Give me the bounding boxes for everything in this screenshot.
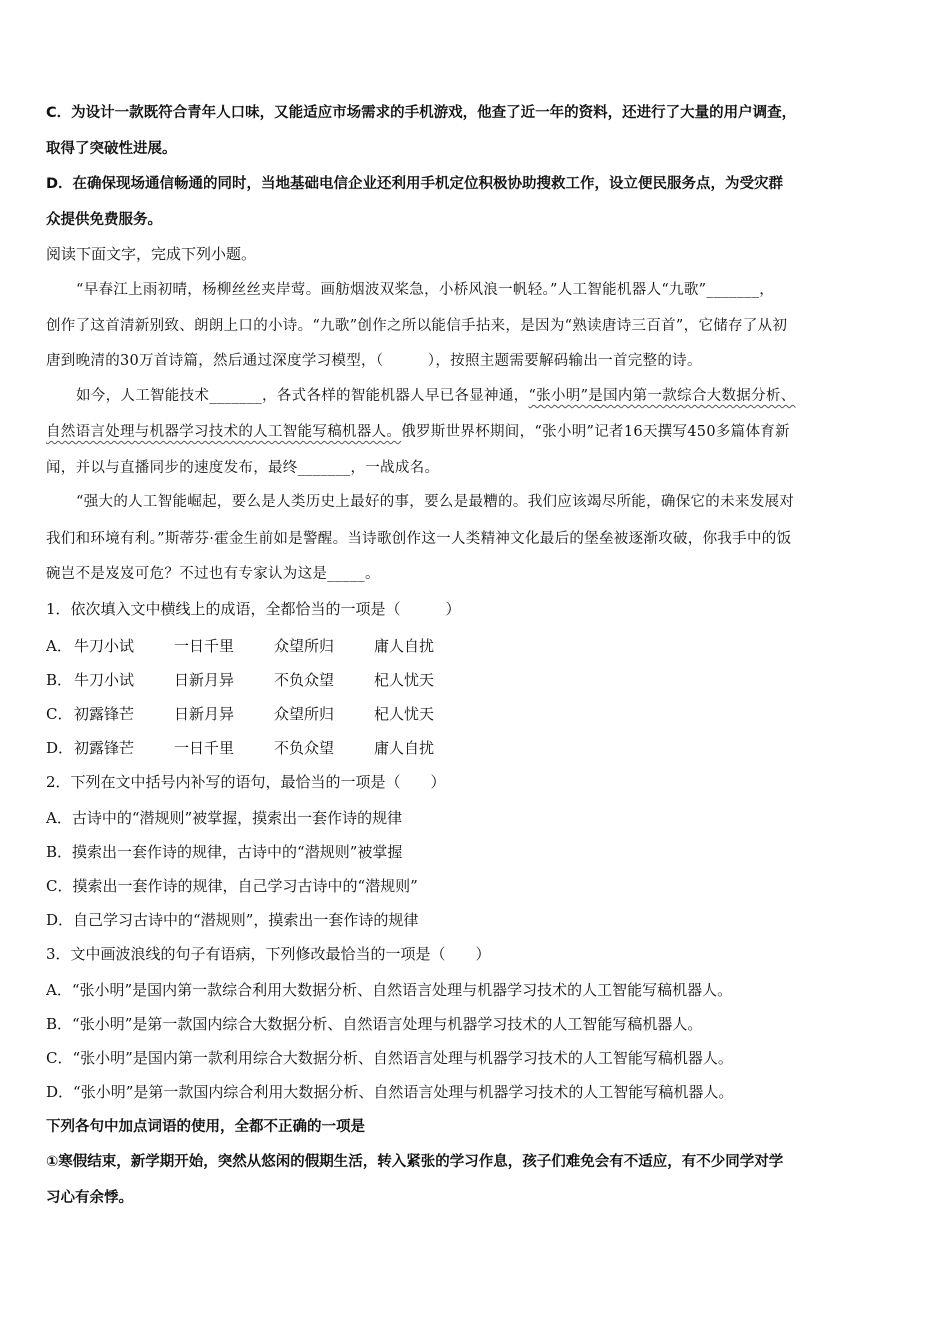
q3-option-c: C．“张小明”是国内第一款利用综合大数据分析、自然语言处理与机器学习技术的人工智能写稿机器人。 [46, 1049, 733, 1067]
option-word: 众望所归 [274, 637, 335, 655]
q3-stem: 3．文中画波浪线的句子有语病，下列修改最恰当的一项是（ ） [46, 945, 491, 963]
passage-p1-line3: 唐到晚清的30万首诗篇，然后通过深度学习模型，（ ），按照主题需要解码输出一首完整的诗。 [46, 353, 702, 369]
option-word: 初露锋芒 [74, 705, 135, 723]
passage-p2-line1 [76, 386, 795, 406]
wavy-sentence-part2: 自然语言处理与机器学习技术的人工智能写稿机器人。 [46, 424, 402, 440]
option-word: 庸人自扰 [374, 739, 435, 757]
option-word: 日新月异 [174, 705, 235, 723]
option-word: 庸人自扰 [374, 637, 435, 655]
passage-p3-line2: 我们和环境有利。”斯蒂芬·霍金生前如是警醒。当诗歌创作这一人类精神文化最后的堡垒被逐渐攻破，你我手中的饭 [46, 531, 792, 547]
q1-option-c [46, 704, 434, 724]
next-question-item1-line1: ①寒假结束，新学期开始，突然从悠闲的假期生活，转入紧张的学习作息，孩子们难免会有不适应，有不少同学对学 [46, 1154, 784, 1170]
wavy-sentence-part1: “张小明”是国内第一款综合大数据分析、 [528, 388, 796, 404]
passage-p2-line3: 闻，并以与直播同步的速度发布，最终_______，一战成名。 [46, 460, 440, 476]
passage-p1-line1: “早春江上雨初晴，杨柳丝丝夹岸莺。画舫烟波双桨急，小桥风浪一帆轻。”人工智能机器人“九歌”_______， [76, 282, 775, 298]
q2-option-d: D．自己学习古诗中的“潜规则”，摸索出一套作诗的规律 [46, 911, 419, 929]
q1-option-a [46, 636, 434, 656]
option-label: C． [46, 705, 73, 723]
q3-option-a: A．“张小明”是国内第一款综合利用大数据分析、自然语言处理与机器学习技术的人工智能写稿机器人。 [46, 981, 733, 999]
option-word: 不负众望 [274, 671, 335, 689]
passage-p1-line2: 创作了这首清新别致、朗朗上口的小诗。“九歌”创作之所以能信手拈来，是因为“熟读唐诗三百首”，它储存了从初 [46, 318, 788, 334]
option-word: 日新月异 [174, 671, 235, 689]
passage-p3-line1: “强大的人工智能崛起，要么是人类历史上最好的事，要么是最糟的。我们应该竭尽所能，确保它的未来发展对 [76, 494, 795, 510]
next-question-stem: 下列各句中加点词语的使用，全都不正确的一项是 [46, 1119, 365, 1135]
prev-option-d-line2: 众提供免费服务。 [46, 212, 162, 228]
q3-option-d: D．“张小明”是第一款国内综合利用大数据分析、自然语言处理与机器学习技术的人工智能写稿机器人。 [46, 1083, 734, 1101]
q2-option-c: C．摸索出一套作诗的规律，自己学习古诗中的“潜规则” [46, 877, 418, 895]
option-label: B． [46, 671, 73, 689]
option-label: A． [46, 637, 72, 655]
option-word: 不负众望 [274, 739, 335, 757]
prev-option-c-line2: 取得了突破性进展。 [46, 141, 177, 157]
q2-stem: 2．下列在文中括号内补写的语句，最恰当的一项是（ ） [46, 773, 446, 791]
option-word: 杞人忧天 [374, 705, 435, 723]
passage-p2-line1-text: 如今，人工智能技术_______，各式各样的智能机器人早已各显神通， [76, 388, 529, 404]
option-word: 一日千里 [174, 739, 235, 757]
option-word: 一日千里 [174, 637, 235, 655]
option-word: 杞人忧天 [374, 671, 435, 689]
prev-option-c-line1: C．为设计一款既符合青年人口味，又能适应市场需求的手机游戏，他查了近一年的资料，还进行了大量的用户调查， [46, 105, 797, 121]
prev-option-d-line1: D．在确保现场通信畅通的同时，当地基础电信企业还利用手机定位积极协助搜救工作，设立便民服务点，为受灾群 [46, 176, 784, 192]
q3-option-b: B．“张小明”是第一款国内综合大数据分析、自然语言处理与机器学习技术的人工智能写稿机器人。 [46, 1015, 703, 1033]
option-word: 众望所归 [274, 705, 335, 723]
q2-option-a: A．古诗中的“潜规则”被掌握，摸索出一套作诗的规律 [46, 809, 403, 827]
passage-p2-line2 [46, 422, 790, 442]
option-label: D． [46, 739, 74, 757]
passage-p3-line3: 碗岂不是岌岌可危？不过也有专家认为这是_____。 [46, 566, 380, 582]
q1-option-b [46, 670, 434, 690]
option-word: 牛刀小试 [74, 637, 135, 655]
option-word: 初露锋芒 [74, 739, 135, 757]
passage-p2-line2-text: 俄罗斯世界杯期间，“张小明”记者16天撰写450多篇体育新 [401, 424, 790, 440]
q2-option-b: B．摸索出一套作诗的规律，古诗中的“潜规则”被掌握 [46, 843, 403, 861]
q1-option-d [46, 738, 434, 758]
reading-instruction: 阅读下面文字，完成下列小题。 [46, 245, 257, 263]
option-word: 牛刀小试 [74, 671, 135, 689]
next-question-item1-line2: 习心有余悸。 [46, 1190, 133, 1206]
q1-stem: 1．依次填入文中横线上的成语，全都恰当的一项是（ ） [46, 600, 461, 618]
